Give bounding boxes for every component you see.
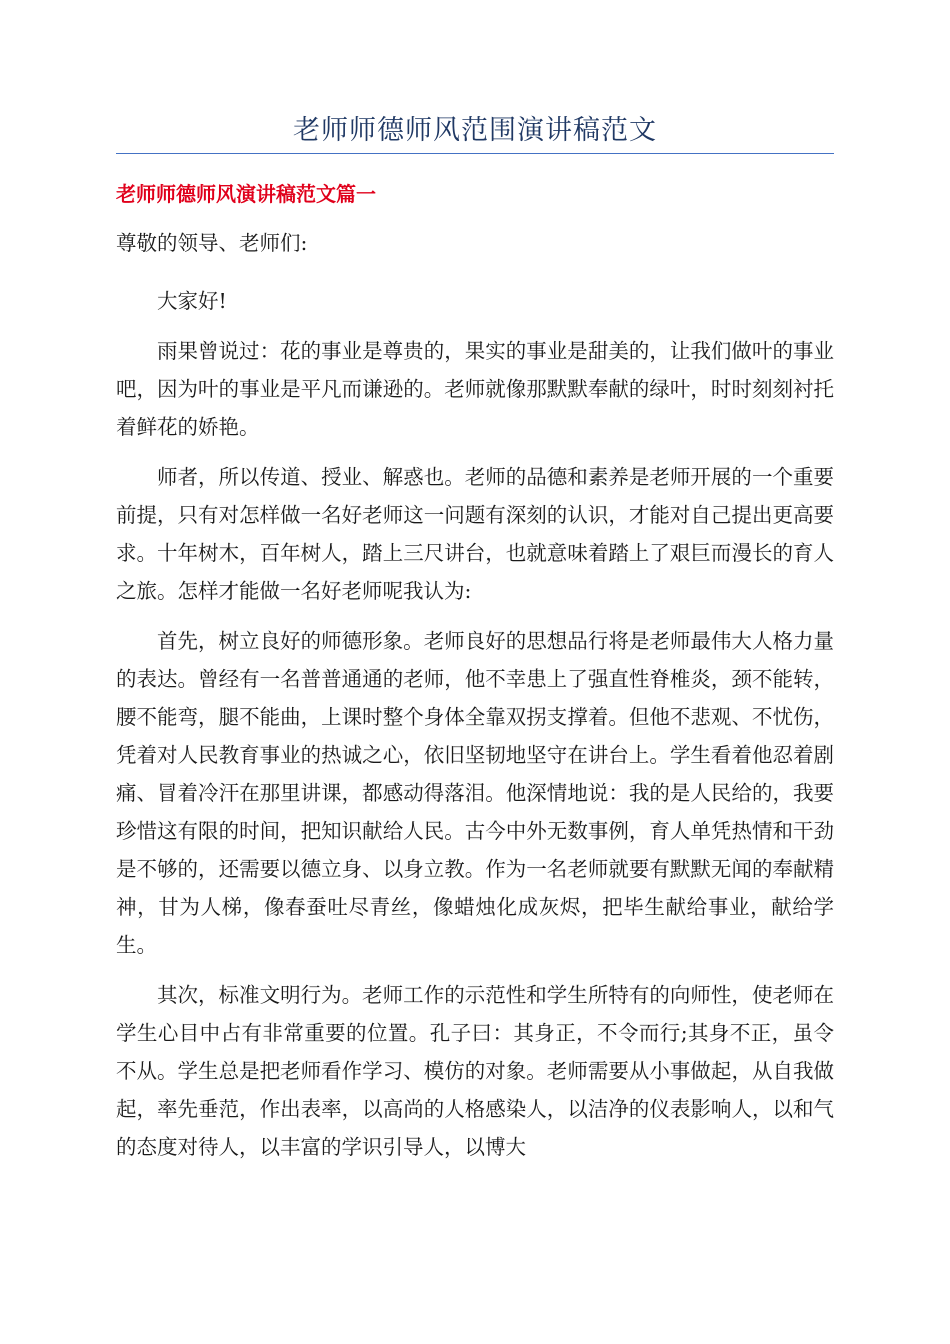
paragraph: 师者，所以传道、授业、解惑也。老师的品德和素养是老师开展的一个重要前提，只有对怎样做一名好老师这一问题有深刻的认识，才能对自己提出更高要求。十年树木，百年树人，踏上三尺讲台，也就意味着踏上了艰巨而漫长的育人之旅。怎样才能做一名好老师呢我认为: [116, 465, 834, 603]
paragraph: 雨果曾说过：花的事业是尊贵的，果实的事业是甜美的，让我们做叶的事业吧，因为叶的事业是平凡而谦逊的。老师就像那默默奉献的绿叶，时时刻刻衬托着鲜花的娇艳。 [116, 339, 834, 439]
document-body [116, 224, 834, 1166]
salutation: 尊敬的领导、老师们: [116, 231, 308, 255]
document-title: 老师师德师风范围演讲稿范文 [293, 115, 657, 146]
paragraph: 大家好! [157, 289, 227, 313]
title-underline [116, 153, 834, 154]
paragraph: 首先，树立良好的师德形象。老师良好的思想品行将是老师最伟大人格力量的表达。曾经有一名普普通通的老师，他不幸患上了强直性脊椎炎，颈不能转，腰不能弯，腿不能曲，上课时整个身体全靠双拐支撑着。但他不悲观、不忧伤，凭着对人民教育事业的热诚之心，依旧坚韧地坚守在讲台上。学生看着他忍着剧痛、冒着冷汗在那里讲课，都感动得落泪。他深情地说：我的是人民给的，我要珍惜这有限的时间，把知识献给人民。古今中外无数事例，育人单凭热情和干劲是不够的，还需要以德立身、以身立教。作为一名老师就要有默默无闻的奉献精神，甘为人梯，像春蚕吐尽青丝，像蜡烛化成灰烬，把毕生献给事业，献给学生。 [116, 629, 834, 957]
paragraph: 其次，标准文明行为。老师工作的示范性和学生所特有的向师性，使老师在学生心目中占有非常重要的位置。孔子曰：其身正，不令而行;其身不正，虽令不从。学生总是把老师看作学习、模仿的对象。老师需要从小事做起，从自我做起，率先垂范，作出表率，以高尚的人格感染人，以洁净的仪表影响人，以和气的态度对待人，以丰富的学识引导人，以博大 [116, 983, 834, 1159]
section-heading: 老师师德师风演讲稿范文篇一 [116, 182, 376, 206]
